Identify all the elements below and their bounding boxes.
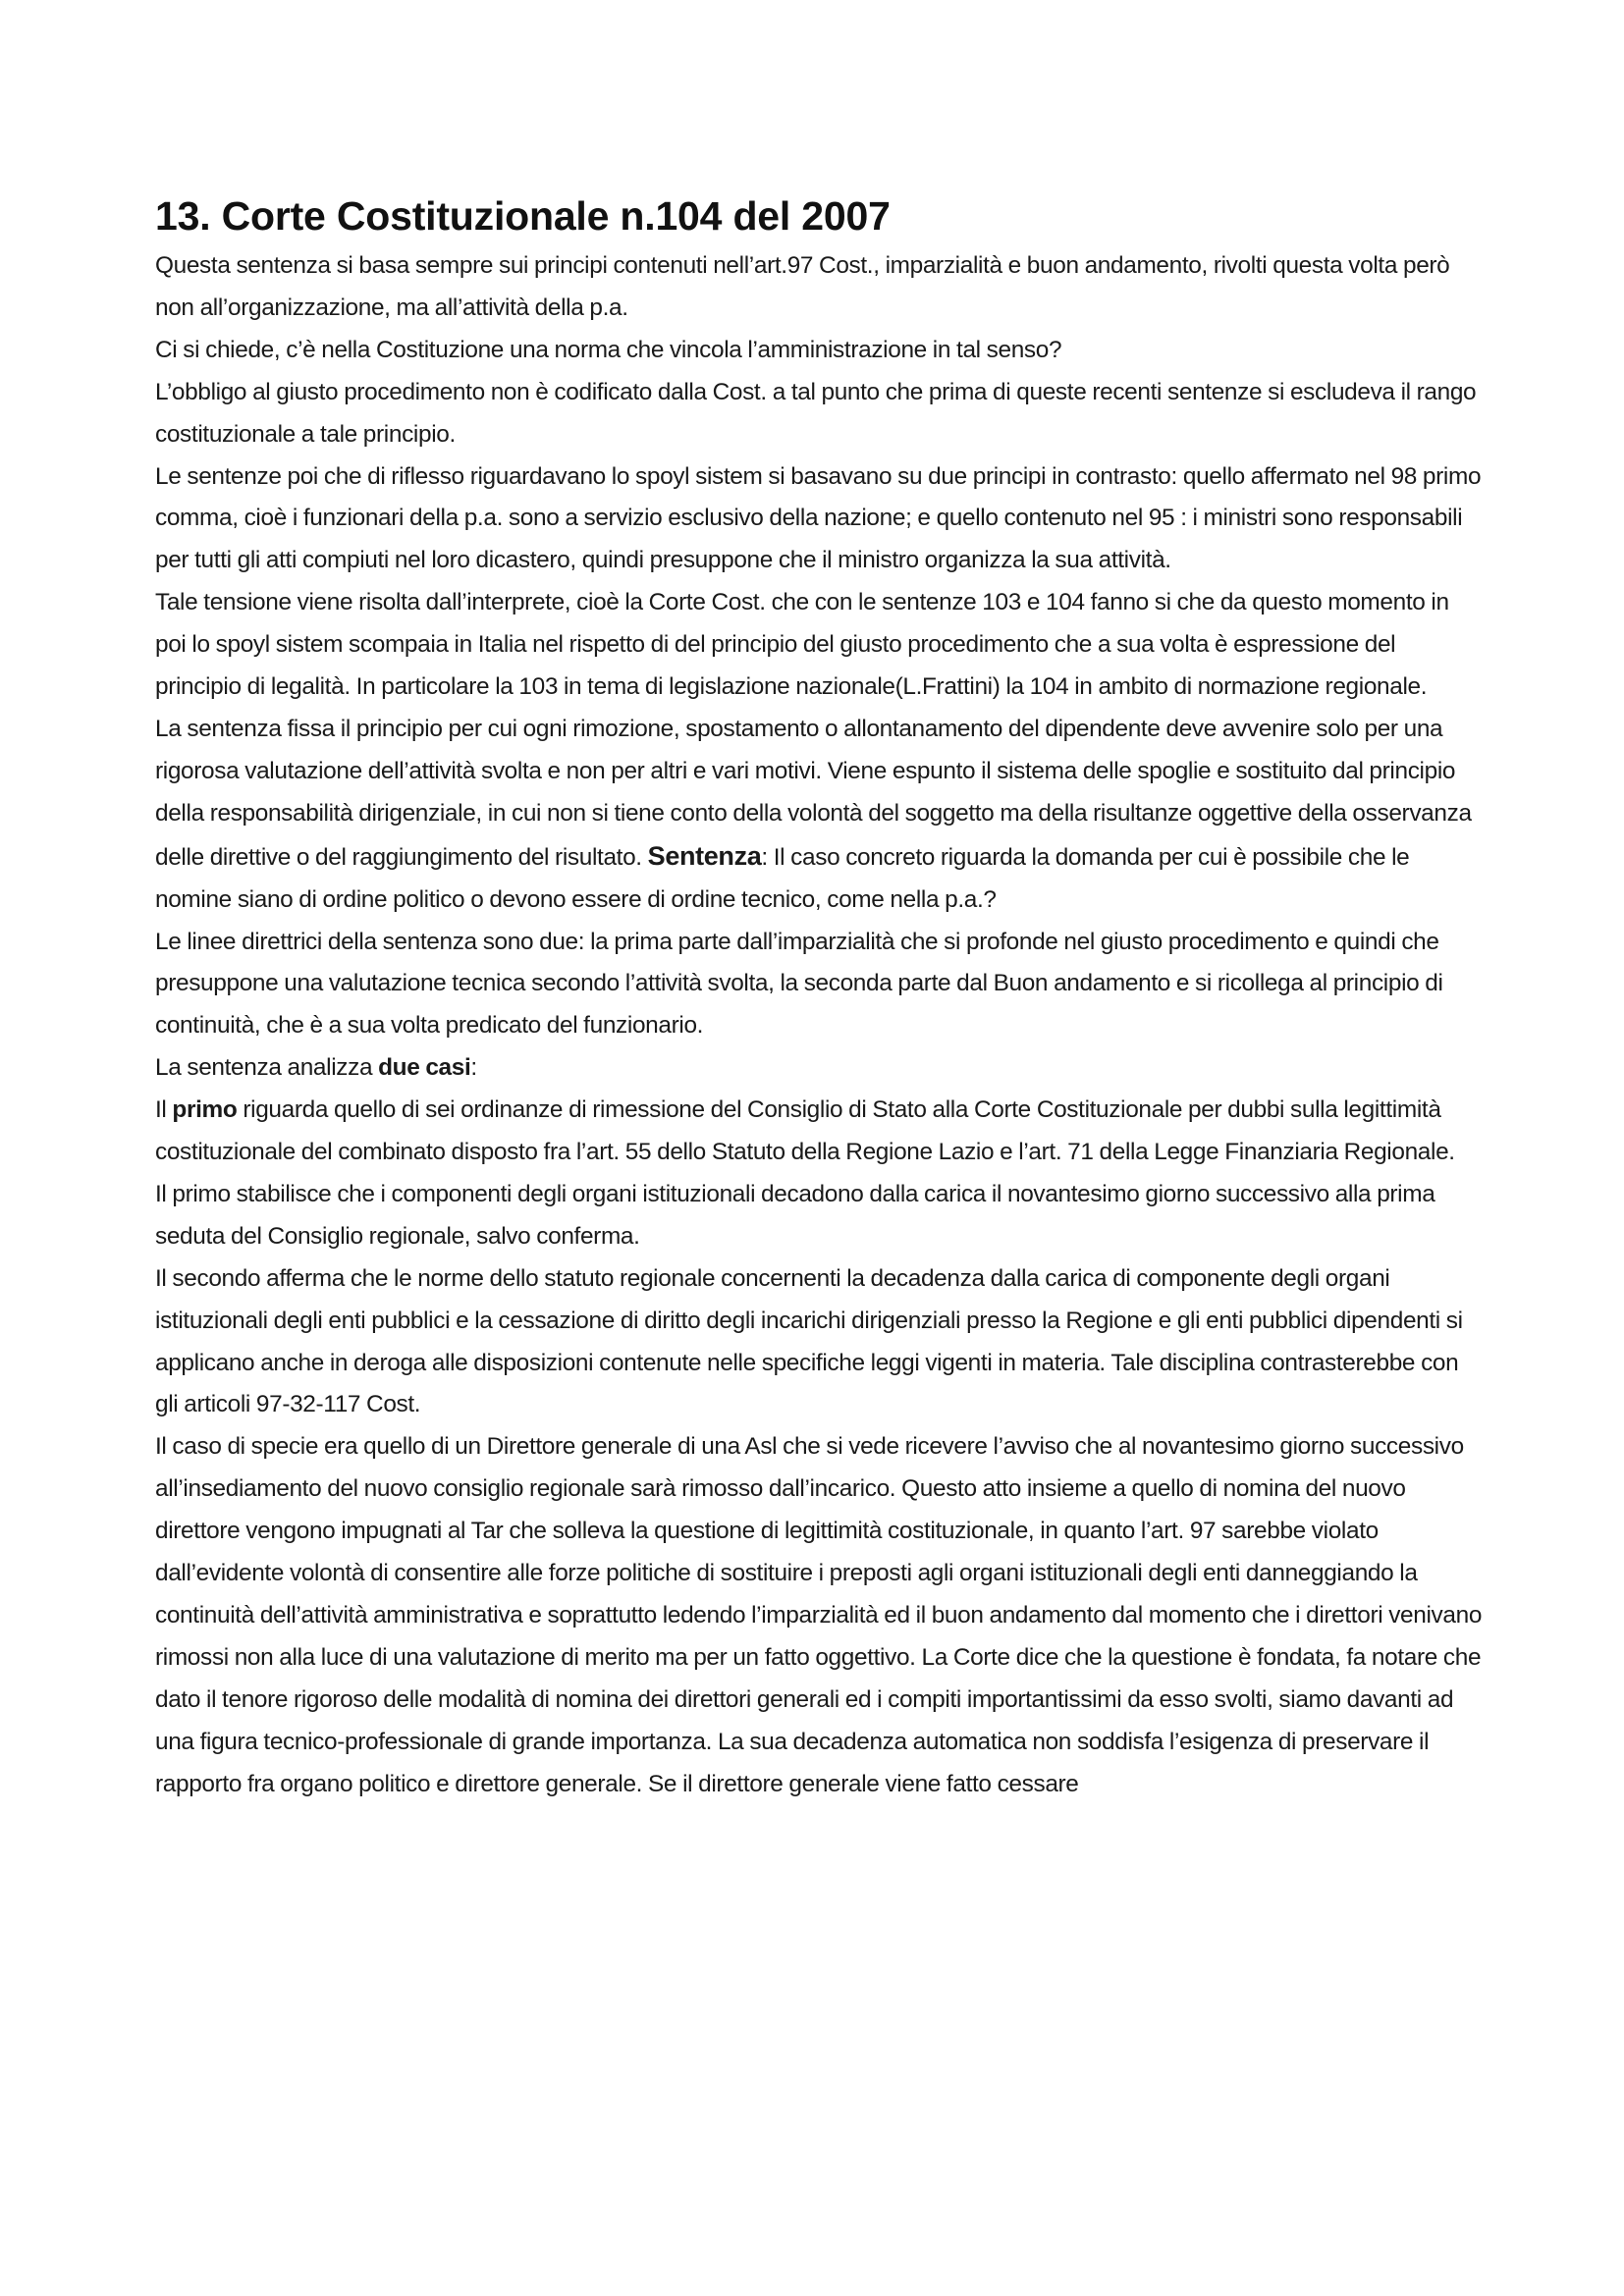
sentenza-heading: Sentenza <box>647 840 762 871</box>
paragraph: Le linee direttrici della sentenza sono due: la prima parte dall’imparzialità che si profonde nel giusto procedimento e quindi che presuppone una valutazione tecnica secondo l’attività svolta, la seconda parte dal Buon andamento e si ricollega al principio di continuità, che è a sua volta predicato del funzionario. <box>155 928 1443 1040</box>
paragraph: Tale tensione viene risolta dall’interprete, cioè la Corte Cost. che con le sentenze 103 e 104 fanno si che da questo momento in poi lo spoyl sistem scompaia in Italia nel rispetto di del principio del giusto procedimento che a sua volta è espressione del principio di legalità. In particolare la 103 in tema di legislazione nazionale(L.Frattini) la 104 in ambito di normazione regionale. <box>155 589 1449 701</box>
paragraph-text: La sentenza fissa il principio per cui ogni rimozione, spostamento o allontanamento del dipendente deve avvenire solo per una rigorosa valutazione dell’attività svolta e non per altri e vari motivi. Viene espunto il sistema delle spoglie e sostituito dal principio della responsabilità dirigenziale, in cui non si tiene conto della volontà del soggetto ma della risultanze oggettive della osservanza delle direttive o del raggiungimento del risultato. <box>155 715 1472 871</box>
document-title: 13. Corte Costituzionale n.104 del 2007 <box>155 193 891 239</box>
document-body <box>155 245 1483 1806</box>
paragraph-text: : Il caso concreto riguarda la domanda per cui è possibile che le nomine siano di ordine politico o devono essere di ordine tecnico, come nella p.a.? <box>155 843 1410 913</box>
document-page <box>155 188 1483 1806</box>
paragraph <box>155 709 1483 922</box>
paragraph: Ci si chiede, c’è nella Costituzione una norma che vincola l’amministrazione in tal senso? <box>155 336 1062 363</box>
emphasis-text: due casi <box>378 1054 471 1082</box>
paragraph: Il secondo afferma che le norme dello statuto regionale concernenti la decadenza dalla carica di componente degli organi istituzionali degli enti pubblici e la cessazione di diritto degli incarichi dirigenziali presso la Regione e gli enti pubblici dipendenti si applicano anche in deroga alle disposizioni contenute nelle specifiche leggi vigenti in materia. Tale disciplina contrasterebbe con gli articoli 97-32-117 Cost. <box>155 1264 1463 1418</box>
paragraph-text: La sentenza analizza <box>155 1054 379 1082</box>
paragraph-text: Il <box>155 1096 173 1124</box>
paragraph <box>155 1090 1483 1174</box>
paragraph: Le sentenze poi che di riflesso riguardavano lo spoyl sistem si basavano su due principi in contrasto: quello affermato nel 98 primo comma, cioè i funzionari della p.a. sono a servizio esclusivo della nazione; e quello contenuto nel 95 : i ministri sono responsabili per tutti gli atti compiuti nel loro dicastero, quindi presuppone che il ministro organizza la sua attività. <box>155 462 1482 574</box>
paragraph-text: riguarda quello di sei ordinanze di rimessione del Consiglio di Stato alla Corte Costituzionale per dubbi sulla legittimità costituzionale del combinato disposto fra l’art. 55 dello Statuto della Regione Lazio e l’art. 71 della Legge Finanziaria Regionale. <box>155 1096 1455 1166</box>
paragraph: Il caso di specie era quello di un Direttore generale di una Asl che si vede ricevere l’avviso che al novantesimo giorno successivo all’insediamento del nuovo consiglio regionale sarà rimosso dall’incarico. Questo atto insieme a quello di nomina del nuovo direttore vengono impugnati al Tar che solleva la questione di legittimità costituzionale, in quanto l’art. 97 sarebbe violato dall’evidente volontà di consentire alle forze politiche di sostituire i preposti agli organi istituzionali degli enti danneggiando la continuità dell’attività amministrativa e soprattutto ledendo l’imparzialità ed il buon andamento dal momento che i direttori venivano rimossi non alla luce di una valutazione di merito ma per un fatto oggettivo. La Corte dice che la questione è fondata, fa notare che dato il tenore rigoroso delle modalità di nomina dei direttori generali ed i compiti importantissimi da esso svolti, siamo davanti ad una figura tecnico-professionale di grande importanza. La sua decadenza automatica non soddisfa l’esigenza di preservare il rapporto fra organo politico e direttore generale. Se il direttore generale viene fatto cessare <box>155 1433 1483 1797</box>
paragraph: L’obbligo al giusto procedimento non è codificato dalla Cost. a tal punto che prima di queste recenti sentenze si escludeva il rango costituzionale a tale principio. <box>155 378 1477 448</box>
paragraph-text: : <box>470 1054 477 1082</box>
paragraph: Il primo stabilisce che i componenti degli organi istituzionali decadono dalla carica il novantesimo giorno successivo alla prima seduta del Consiglio regionale, salvo conferma. <box>155 1180 1435 1250</box>
paragraph: Questa sentenza si basa sempre sui principi contenuti nell’art.97 Cost., imparzialità e buon andamento, rivolti questa volta però non all’organizzazione, ma all’attività della p.a. <box>155 252 1450 321</box>
paragraph <box>155 1047 1483 1090</box>
emphasis-text: primo <box>172 1096 238 1124</box>
